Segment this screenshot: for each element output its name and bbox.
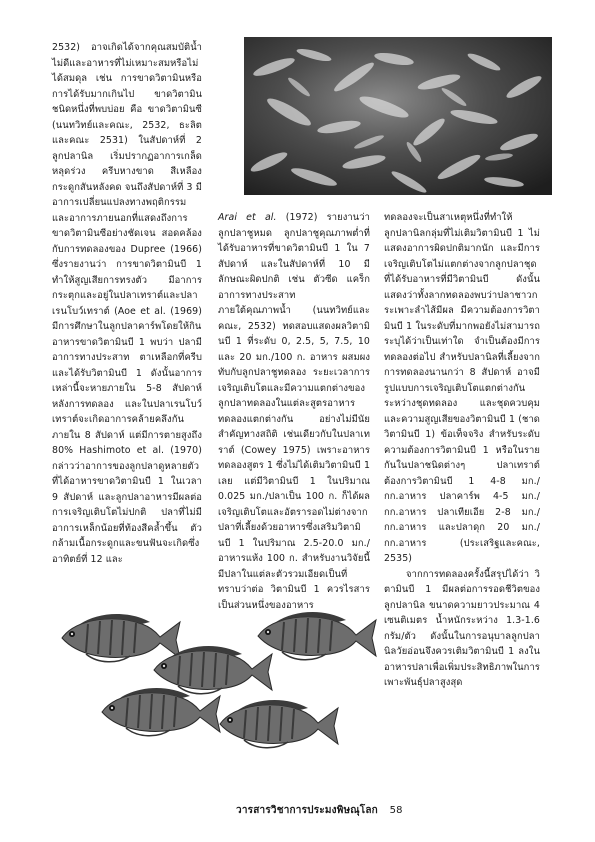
tilapia-fish-4 [220, 700, 338, 748]
fish-school-photo-art [244, 37, 552, 195]
tilapia-fish-1 [62, 614, 180, 662]
text-column-1 [52, 40, 202, 567]
text-column-3 [384, 210, 540, 691]
tilapia-fish-3 [154, 646, 272, 694]
tilapia-group [58, 588, 380, 788]
fish-school-photo [244, 37, 552, 195]
page-number: 58 [389, 805, 403, 816]
tilapia-fish-2 [102, 688, 220, 736]
tilapia-illustrations [58, 588, 380, 788]
journal-name: วารสารวิชาการประมงพิษณุโลก [236, 805, 378, 816]
column3-paragraph-1: ทดลองจะเป็นสาเหตุหนึ่งที่ทำให้ลูกปลานิลกลุ่มที่ไม่เติมวิตามินบี 1 ไม่แสดงอาการผิดปกติมากนัก และมีการเจริญเติบโตไม่แตกต่างจากลูกปลาชุดที่ได้รับอาหารที่มีวิตามินบี ดังนั้น แสดงว่าทั้งลากทดลองพบว่าปลาชาวกระเพาะลำไส้มีผล มีความต้องการวิตามินบี 1 ในระดับที่มากพอยังไม่สามารถระบุได้ว่าเป็นเท่าใด จำเป็นต้องมีการทดลองต่อไป สำหรับปลานิลที่เลี้ยงจากการทดลองนานกว่า 8 สัปดาห์ อาจมีรูปแบบการเจริญเติบโตแตกต่างกันระหว่างชุดทดลอง และชุดควบคุม และความสูญเสียของวิตามินบี 1 (ชาดวิตามินบี 1) ข้อเท็จจริง สำหรับระดับความต้องการวิตามินบี 1 หรือในรายกันในปลาชนิดต่างๆ ปลาเทราต์ต้องการวิตามินบี 1 4-8 มก./กก.อาหาร ปลาคาร์พ 4-5 มก./กก.อาหาร ปลาเทียเอีย 2-8 มก./กก.อาหาร และปลาดุก 20 มก./กก.อาหาร (ประเสริฐและคณะ, 2535) [384, 212, 540, 564]
text-column-2 [218, 210, 370, 613]
column2-lead-text: (1972) รายงานว่า ลูกปลาชูหมด ลูกปลาชูคุณภาพต่ำที่ ได้รับอาหารที่ขาดวิตามินบี 1 ใน 7 สัปดาห์ และในสัปดาห์ที่ 10 มีลักษณะผิดปกติ เช่น ตัวซีด แคร็ก อาการทางประสาท [218, 212, 371, 301]
page-footer [236, 803, 403, 818]
column2-lead [218, 210, 370, 303]
column1-paragraph: 2532) อาจเกิดได้จากคุณสมบัติน้ำไม่ดีและอาหารที่ไม่เหมาะสมหรือไม่ได้สมดุล เช่น การขาดวิตามินหรือการได้รับมากเกินไป ขาดวิตามินชนิดหนึ่งที่พบบ่อย คือ ขาดวิตามินซี (นนทวิทย์และคณะ, 2532, ธะลิตและคณะ 2531) ในสัปดาห์ที่ 2 ลูกปลานิล เริ่มปรากฏอาการเกล็ดหลุดร่วง ครีบหางขาด สีเหลือง กระดูกสันหลังคด จนถึงสัปดาห์ที่ 3 มีอาการเปลี่ยนแปลงทางพฤติกรรม และอาการภายนอกที่แสดงถึงการขาดวิตามินซีอย่างชัดเจน สอดคล้องกับการทดลองของ Dupree (1966) ซึ่งรายงานว่า การขาดวิตามินบี 1 ทำให้สูญเสียการทรงตัว มีอาการกระตุกและอยู่ในปลาเทราต์และปลาเรนโบว์เทราต์ (Aoe et al. (1969) มีการศึกษาในลูกปลาคาร์พโดยให้กินอาหารขาดวิตามินบี 1 พบว่า ปลามีอาการทางประสาท ตาเหลือกที่ครีบและได้รับวิตามินบี 1 ดังนั้นอาการเหล่านี้จะหายภายใน 5-8 สัปดาห์หลังการทดลอง และในปลาเรนโบว์เทราต์จะเกิดอาการคล้ายคลึงกันภายใน 8 สัปดาห์ แต่มีการตายสูงถึง 80% Hashimoto et al. (1970) กล่าวว่าอาการของลูกปลาดูหลายตัวที่ได้อาหารขาดวิตามินบี 1 ในเวลา 9 สัปดาห์ และลูกปลาอาหารมีผลต่อการเจริญเติบโตไม่ปกติ ปลาที่ไม่มีอาการเหล็กน้อยที่ท้องสีคล้ำขึ้น ตัวกล้ามเนื้อกระดูกและขนฟันจะเกิดซึ่งอาทิตย์ที่ 12 และ [52, 42, 202, 565]
citation-authors: Arai et al. [218, 212, 277, 223]
column3-conclusion: จากการทดลองครั้งนี้สรุปได้ว่า วิตามินบี 1 มีผลต่อการรอดชีวิตของลูกปลานิล ขนาดความยาวประมาณ 4 เซนติเมตร น้ำหนักระหว่าง 1.3-1.6 กรัม/ตัว ดังนั้นในการอนุบาลลูกปลานิลวัยอ่อนจึงควรเติมวิตามินบี 1 ลงในอาหารปลาเพื่อเพิ่มประสิทธิภาพในการเพาะพันธุ์ปลาสูงสุด [384, 568, 540, 688]
column2-body: ภายใต้คุณภาพน้ำ (นนทวิทย์และคณะ, 2532) ทดสอบแสดงผลวิตามินบี 1 ที่ระดับ 0, 2.5, 5, 7.5, 10 และ 20 มก./100 ก. อาหาร ผสมผงทับกับลูกปลาชูทดลอง ระยะเวลาการเจริญเติบโตและมีความแตกต่างของลูกปลาทดลองในแต่ละสูตรอาหารทดลองแตกต่างกัน อย่างไม่มีนัยสำคัญทางสถิติ เช่นเดียวกับในปลาเทราต์ (Cowey 1975) เพราะอาหารทดลองสูตร 1 ซึ่งไม่ได้เติมวิตามินบี 1 เลย แต่มีวิตามินบี 1 ในปริมาณ 0.025 มก./ปลาเป็น 100 ก. ก็ได้ผลเจริญเติบโตและอัตรารอดไม่ต่างจากปลาที่เลี้ยงด้วยอาหารซึ่งเสริมวิตามินบี 1 ในปริมาณ 2.5-20.0 มก./อาหารแห้ง 100 ก. สำหรับงานวิจัยนี้ มีปลาในแต่ละตัวรวมเอียดเป็นที่ทราบว่าต่อ วิตามินบี 1 ควรไรสาร เป็นส่วนหนึ่งของอาหาร [218, 305, 371, 611]
tilapia-fish-5 [258, 612, 376, 660]
